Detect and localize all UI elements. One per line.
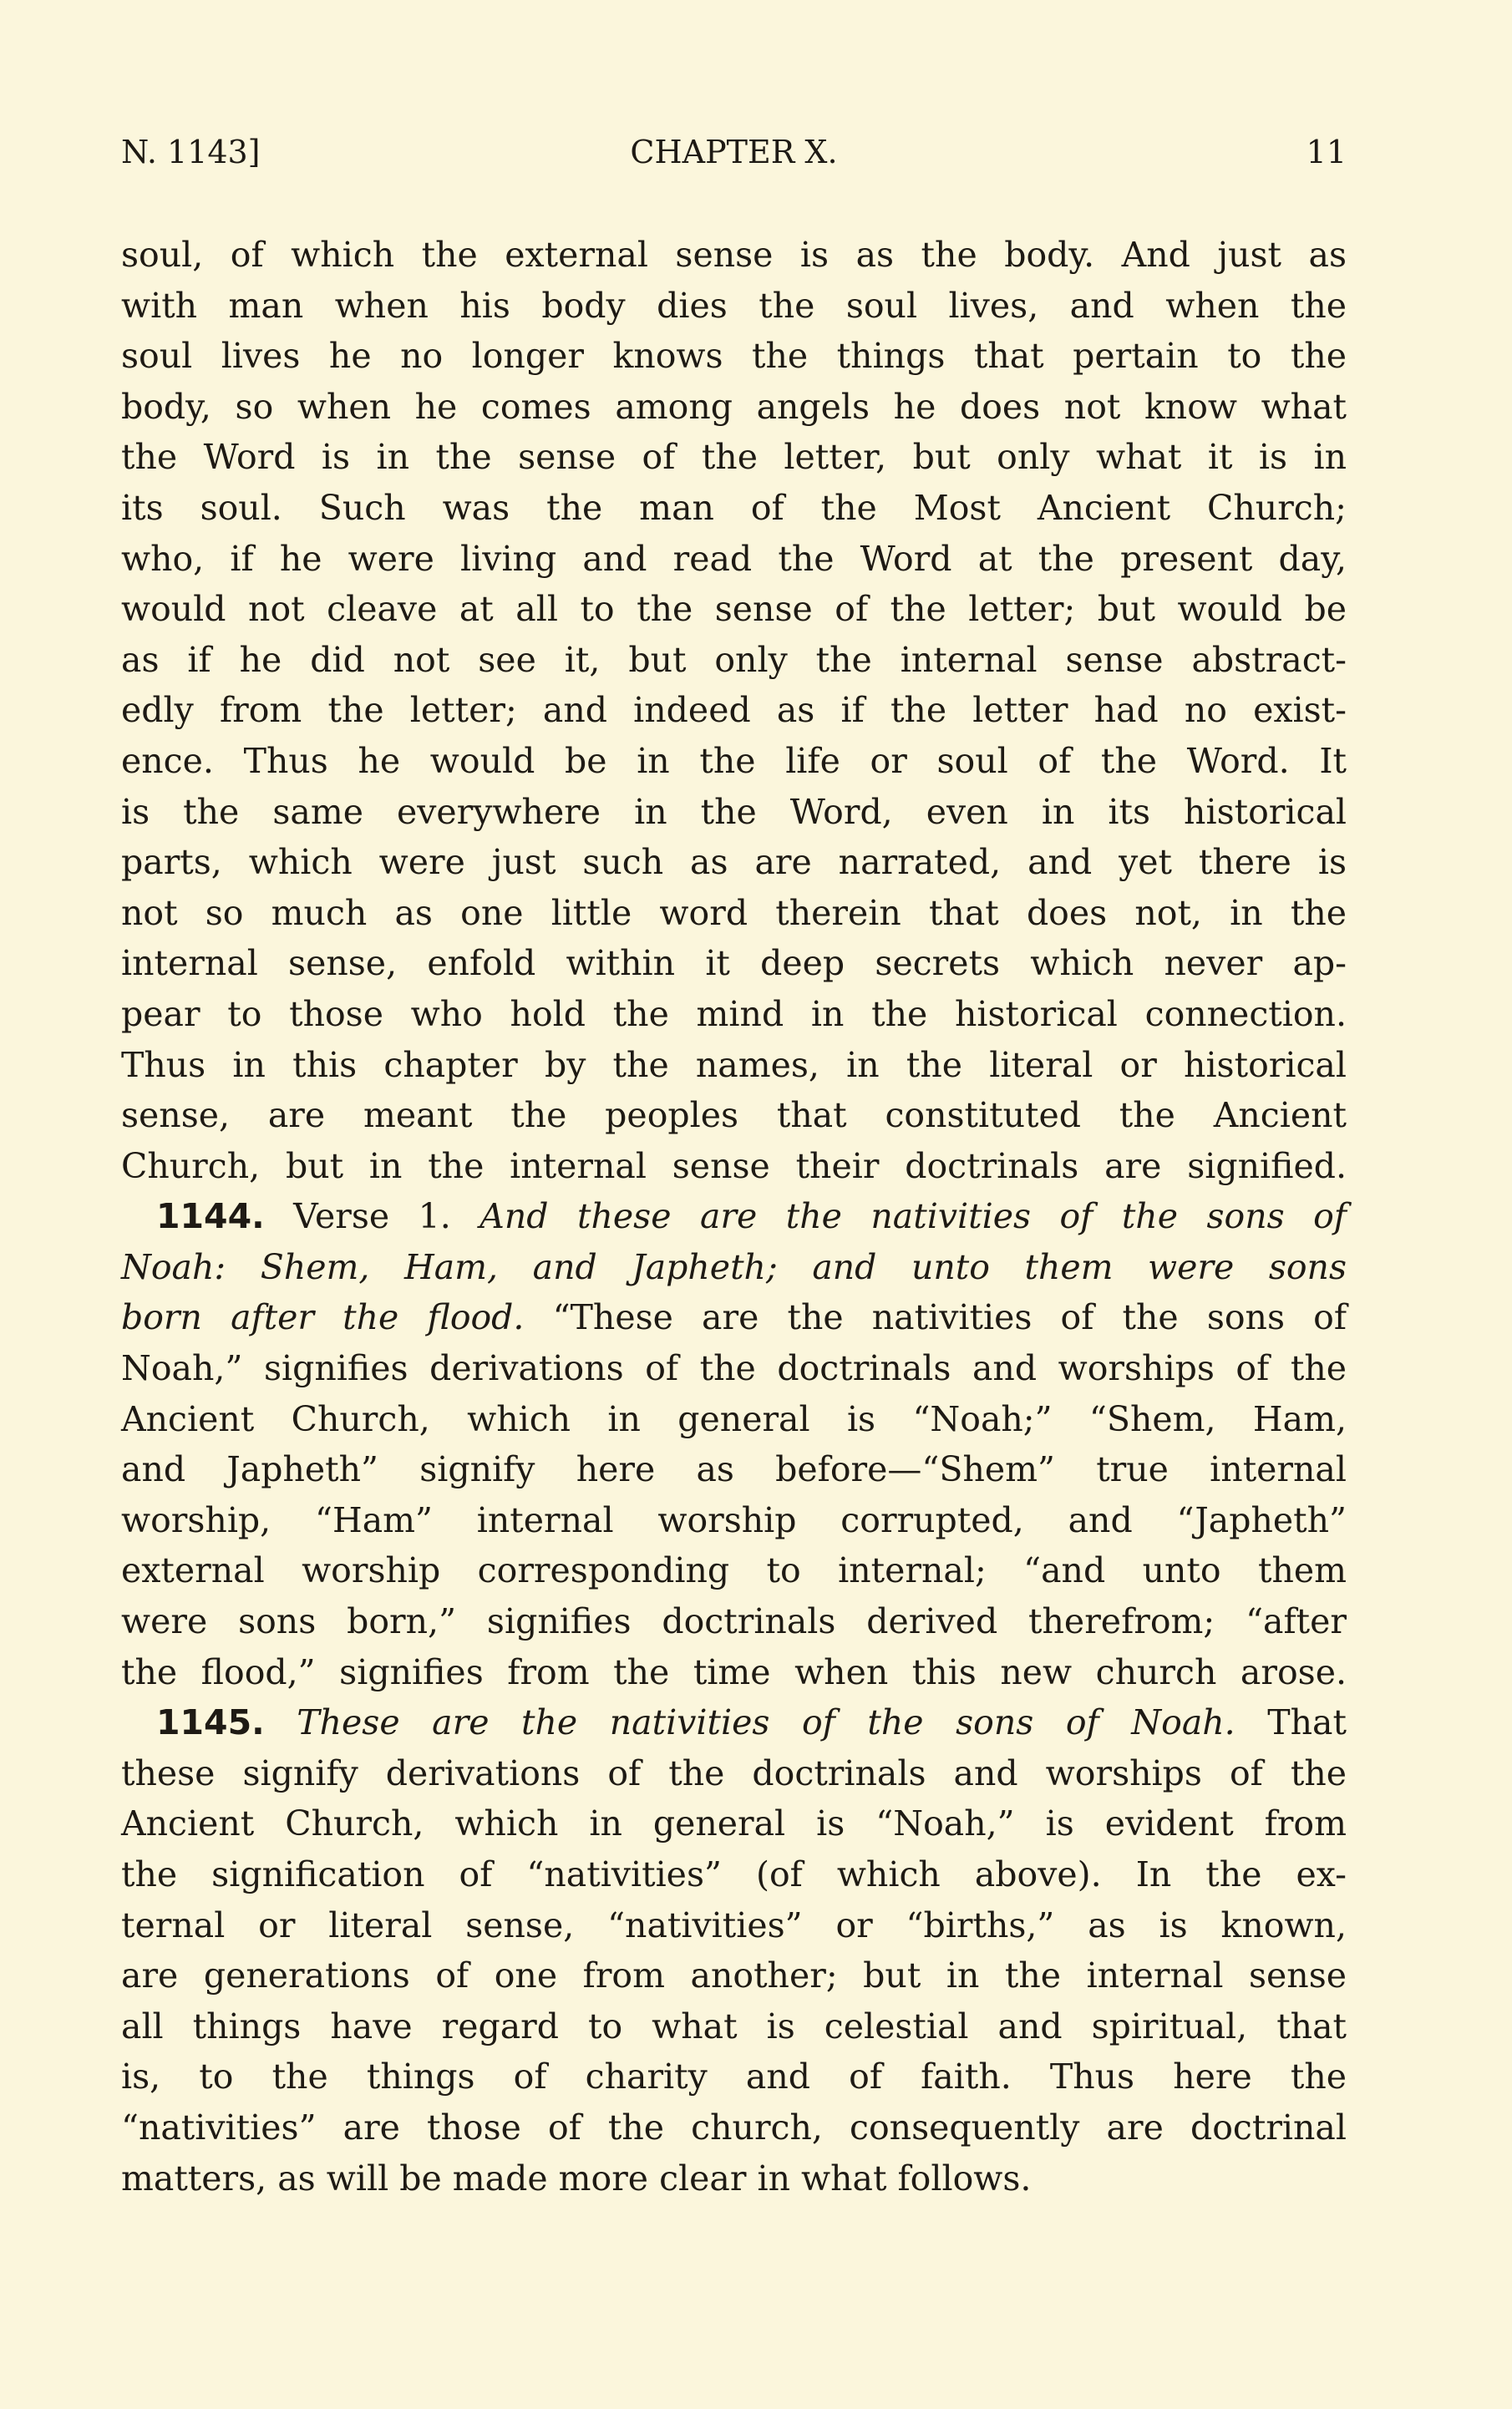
text-line: [121, 1647, 1347, 1698]
scripture-quote: Noah: Shem, Ham, and Japheth; and unto them were sons: [121, 1246, 1347, 1287]
chapter-title: CHAPTER X.: [630, 134, 838, 170]
text-line: [121, 1950, 1347, 2001]
text-line: [121, 938, 1347, 989]
text-line: [121, 483, 1347, 534]
text-span: is the same everywhere in the Word, even in its historical: [121, 791, 1347, 832]
text-span: matters, as will be made more clear in what follows.: [121, 2158, 1032, 2199]
text-span: is, to the things of charity and of faith. Thus here the: [121, 2057, 1347, 2097]
text-line: [121, 331, 1347, 382]
scripture-quote: These are the nativities of the sons of Noah.: [297, 1702, 1235, 1743]
text-span: these signify derivations of the doctrinals and worships of the: [121, 1752, 1347, 1793]
text-span: were sons born,” signifies doctrinals derived therefrom; “after: [121, 1601, 1347, 1642]
text-span: edly from the letter; and indeed as if the letter had no exist-: [121, 690, 1347, 731]
text-span: the signification of “nativities” (of which above). In the ex-: [121, 1854, 1347, 1894]
text-line: [121, 1090, 1347, 1141]
text-span: Verse 1.: [264, 1196, 480, 1237]
text-span: ence. Thus he would be in the life or soul of the Word. It: [121, 740, 1347, 781]
section-number: N. 1143]: [121, 134, 261, 170]
text-line: [121, 1292, 1347, 1343]
text-line: [121, 230, 1347, 281]
text-span: “These are the nativities of the sons of: [524, 1297, 1347, 1338]
text-span: parts, which were just such as are narrated, and yet there is: [121, 842, 1347, 883]
text-span: and Japheth” signify here as before—“Shem” true internal: [121, 1449, 1347, 1490]
text-line: [121, 635, 1347, 686]
text-line: [121, 787, 1347, 838]
text-line: [121, 534, 1347, 585]
text-span: all things have regard to what is celestial and spiritual, that: [121, 2006, 1347, 2046]
text-line: [121, 2051, 1347, 2102]
text-span: soul lives he no longer knows the things that pertain to the: [121, 336, 1347, 377]
text-line: [121, 432, 1347, 483]
paragraph-number: 1145.: [156, 1702, 265, 1743]
text-span: the flood,” signifies from the time when this new church arose.: [121, 1651, 1347, 1692]
text-line: [121, 1040, 1347, 1091]
text-line: [121, 2153, 1347, 2204]
text-line: [121, 281, 1347, 332]
text-span: not so much as one little word therein that does not, in the: [121, 892, 1347, 933]
paragraph-number: 1144.: [156, 1196, 265, 1237]
text-line: [121, 1798, 1347, 1849]
text-span: external worship corresponding to internal; “and unto them: [121, 1550, 1347, 1591]
text-line: [121, 837, 1347, 888]
text-line: [121, 1545, 1347, 1596]
text-span: pear to those who hold the mind in the historical connection.: [121, 993, 1347, 1034]
text-span: are generations of one from another; but in the internal sense: [121, 1955, 1347, 1996]
text-line: [121, 888, 1347, 939]
text-span: with man when his body dies the soul lives, and when the: [121, 285, 1347, 326]
text-span: Church, but in the internal sense their doctrinals are signified.: [121, 1145, 1347, 1186]
text-line: [121, 1900, 1347, 1951]
text-span: “nativities” are those of the church, consequently are doctrinal: [121, 2107, 1347, 2148]
page-body-text: [121, 230, 1347, 2204]
text-line: [121, 736, 1347, 787]
text-span: [265, 1702, 297, 1742]
text-line: [121, 382, 1347, 433]
text-span: body, so when he comes among angels he does not know what: [121, 386, 1347, 427]
text-span: the Word is in the sense of the letter, but only what it is in: [121, 437, 1347, 478]
text-span: ternal or literal sense, “nativities” or “births,” as is known,: [121, 1904, 1347, 1945]
text-span: internal sense, enfold within it deep secrets which never ap-: [121, 943, 1347, 984]
text-line: [121, 584, 1347, 635]
text-line: [121, 1242, 1347, 1293]
text-span: its soul. Such was the man of the Most Ancient Church;: [121, 487, 1347, 528]
text-span: who, if he were living and read the Word at the present day,: [121, 538, 1347, 579]
text-line: [121, 1748, 1347, 1799]
text-line: [121, 1444, 1347, 1495]
text-line: [121, 1191, 1347, 1242]
text-span: as if he did not see it, but only the internal sense abstract-: [121, 639, 1347, 680]
text-span: would not cleave at all to the sense of the letter; but would be: [121, 589, 1347, 630]
scripture-quote: born after the flood.: [121, 1297, 525, 1338]
text-line: [121, 1596, 1347, 1647]
text-span: sense, are meant the peoples that constituted the Ancient: [121, 1095, 1347, 1136]
text-line: [121, 1141, 1347, 1192]
text-line: [121, 1495, 1347, 1546]
text-span: soul, of which the external sense is as the body. And just as: [121, 235, 1347, 275]
text-line: [121, 685, 1347, 736]
text-span: Ancient Church, which in general is “Noah,” is evident from: [121, 1803, 1347, 1844]
text-line: [121, 1343, 1347, 1394]
page-number: 11: [1306, 134, 1347, 170]
text-span: Noah,” signifies derivations of the doctrinals and worships of the: [121, 1348, 1347, 1389]
text-line: [121, 2001, 1347, 2052]
text-line: [121, 1697, 1347, 1748]
scripture-quote: And these are the nativities of the sons of: [479, 1196, 1347, 1237]
text-span: Thus in this chapter by the names, in the literal or historical: [121, 1044, 1347, 1085]
text-line: [121, 2102, 1347, 2153]
text-span: worship, “Ham” internal worship corrupted, and “Japheth”: [121, 1499, 1347, 1540]
text-span: That: [1235, 1702, 1347, 1743]
text-line: [121, 1849, 1347, 1900]
running-header: [121, 134, 1347, 184]
text-line: [121, 989, 1347, 1040]
text-line: [121, 1394, 1347, 1445]
text-span: Ancient Church, which in general is “Noah;” “Shem, Ham,: [121, 1398, 1347, 1439]
